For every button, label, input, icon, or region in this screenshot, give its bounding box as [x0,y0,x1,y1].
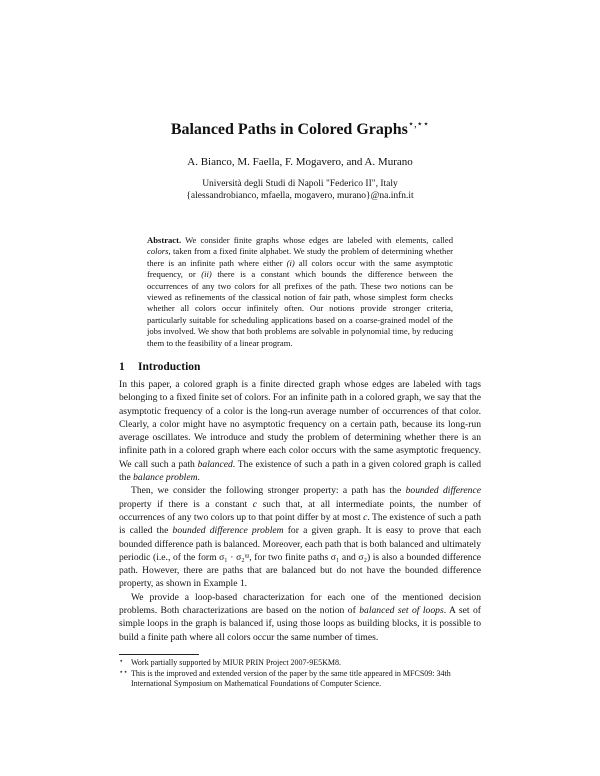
math-c: c [363,511,368,523]
paper-title [0,119,600,139]
text-run: . [197,472,200,484]
affiliation-emails: {alessandrobianco, mfaella, mogavero, murano}@na.infn.it [186,191,414,201]
paragraph-3 [119,591,481,644]
text-run: . The existence of such a path is called the [119,511,482,537]
abstract-item-i: (i) [286,257,295,268]
math-sigma2: σ₂ [358,551,367,563]
paragraph-1 [119,378,481,484]
abstract-item-ii: (ii) [201,269,212,280]
title-text: Balanced Paths in Colored Graphs [170,121,408,138]
footnote-text: This is the improved and extended version of the paper by the same title appeared in MFCS09: 34th International Symposium on Mathematical Foundations of Computer Science. [131,668,451,689]
paragraph-2 [119,484,481,590]
section-number: 1 [119,361,125,373]
footnote-rule [119,654,199,655]
abstract [147,235,453,349]
abstract-text: all colors occur with the same asymptotic frequency, or [147,257,453,280]
footnote-2 [119,669,481,690]
text-run: We provide a loop-based characterization for each one of the mentioned decision problems. Both characterizations are based on the notion of [119,591,481,617]
term-balanced: balanced [197,458,233,470]
section-body [119,378,481,644]
footnote-text: Work partially supported by MIUR PRIN Project 2007-9E5KM8. [131,658,341,667]
text-run: and [339,551,359,563]
abstract-text: , taken from a fixed finite alphabet. We study the problem of determining whether there is an infinite path where either [147,246,453,268]
math-c: c [252,498,257,510]
text-run: Then, we consider the following stronger property: a path has the [131,485,406,497]
text-run: such that, at all intermediate points, the number of occurrences of any two colors up to that point differ by at most [119,498,481,523]
abstract-text: there is a constant which bounds the difference between the occurrences of any two colors for all prefixes of the path. These two notions can be viewed as refinements of the classical notion of fair path, whose simplest form checks whether all colors occur infinitely often. Our notions provide stronger criteria, particularly suitable for scheduling applications based on a coarse-grained model of the jobs involved. We show that both problems are solvable in polynomial time, by reducing them to the feasibility of a linear program. [147,269,453,348]
footnote-mark: ⋆ [119,657,124,665]
title-footnote-marks: ⋆,⋆⋆ [407,119,430,130]
footnote-1 [119,658,481,669]
abstract-label: Abstract. [147,235,182,245]
term-balance-problem: balance problem [133,472,198,484]
abstract-term-colors: colors [147,246,169,257]
term-bounded-difference: bounded difference [405,485,481,497]
text-run: , for two finite paths [249,551,331,563]
term-bounded-difference-problem: bounded difference problem [172,525,284,537]
affiliation [0,178,600,202]
author-list: A. Bianco, M. Faella, F. Mogavero, and A. Murano [187,156,413,168]
footnote-mark: ⋆⋆ [119,667,128,676]
footnotes [119,658,481,690]
text-run: ) is also a bounded difference path. However, there are paths that are balanced but do not have the bounded difference property, as shown in Example 1. [119,551,482,590]
abstract-text: We consider finite graphs whose edges are labeled with elements, called [181,235,453,245]
text-run: In this paper, a colored graph is a finite directed graph whose edges are labeled with tags belonging to a fixed finite set of colors. For an infinite path in a colored graph, we say that the asymptotic frequency of a color is the long-run average number of occurrences of that color. Clearly, a color might have no asymptotic frequency on a certain path, because its long-run average oscillates. We introduce and study the problem of determining whether there is an infinite path in a colored graph where each color occurs with the same asymptotic frequency. We call such a path [119,379,481,470]
text-run: . The existence of such a path in a given colored graph is called the [119,458,481,484]
math-sigma1: σ₁ [330,551,340,563]
math-sigma-form: σ₁ · σ₂ᵚ [219,551,250,563]
text-run: for a given graph. It is easy to prove that each bounded difference path is balanced. Moreover, each path that is both balanced and ultimately periodic (i.e., of the form [119,525,482,563]
term-balanced-set-of-loops: balanced set of loops [359,605,444,617]
section-title: Introduction [138,361,201,373]
affiliation-institution: Università degli Studi di Napoli "Federico II", Italy [202,179,398,189]
text-run: . A set of simple loops in the graph is balanced if, using those loops as building blocks, it is possible to build a finite path where all colors occur the same number of times. [119,605,481,643]
text-run: property if there is a constant [119,498,253,510]
section-heading [119,361,200,373]
